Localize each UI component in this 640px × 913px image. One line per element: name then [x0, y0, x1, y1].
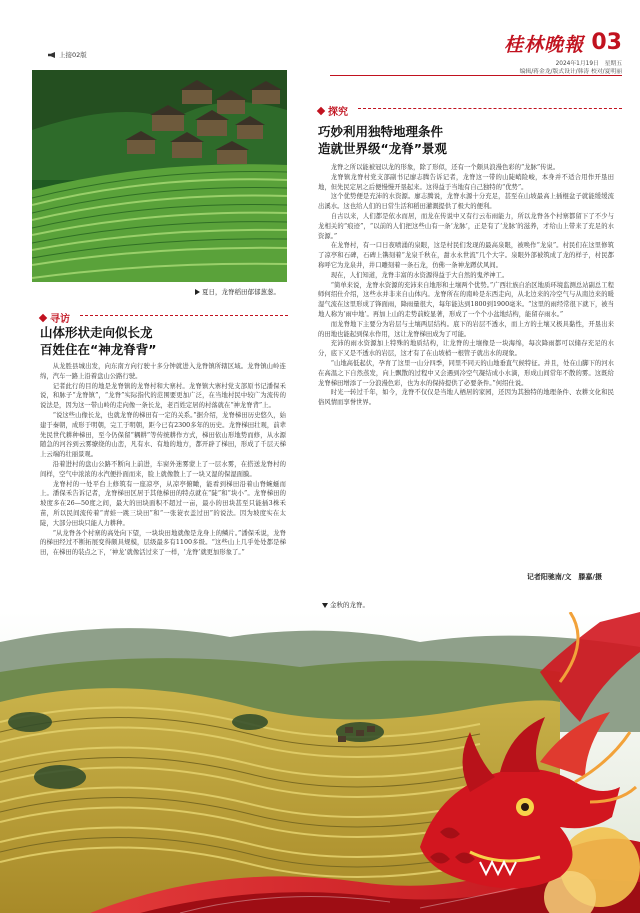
section1-headline-line1: 山体形状走向似长龙: [40, 325, 153, 340]
section1-label: 寻访: [50, 314, 70, 325]
section1-paragraph: “从龙脊各个村寨的高处向下望，一块块田地就像是龙身上的鳞片。”潘保禾说，龙脊的梯田经过不断拓展变得颇具规模，层级最多有1100多级。“这些山上几乎处处都是梯田，在梯田的装点之下，‘神龙’就像活过来了一样，‘龙脊’就更加形象了。”: [40, 529, 286, 557]
section2-label: 探究: [328, 107, 348, 118]
section2-headline: [318, 123, 447, 157]
issue-date: 2024年1月19日 星期五: [555, 61, 622, 67]
section2-paragraph: 而龙脊地下主要分为岩层与土壤两层结构。底下的岩层不透水，而上方的土壤又极具黏性，开垦出来的田地也能起到保水作用，这让龙脊梯田成为了可能。: [318, 320, 614, 338]
section-diamond-icon: [317, 106, 325, 114]
section2-paragraph: 这个优势便是充沛的水资源。廖志腾说，龙脊水源十分充足，甚至在山坡最高上插棍盆子就能缓缓流出溪水。这也给人们的日常生活和稻田灌溉提供了极大的便利。: [318, 193, 614, 211]
village-terrace-photo: [32, 70, 287, 282]
section2-headline-line2: 造就世界级“龙脊”景观: [318, 141, 447, 156]
photo-caption-autumn: [322, 600, 369, 609]
previous-page-reference: [48, 50, 87, 59]
section1-paragraph: 沿着进村的盘山公路不断向上前进，车窗外迷雾蒙上了一层水雾，在搭送龙脊村的间样，空气中浓浓的水汽便扑面而来，脸上就像散上了一块又湿的保湿面膜。: [40, 460, 286, 478]
header-rule: [330, 75, 622, 76]
section2-paragraph: 充沛的雨水资源加上特殊的地质结构，让龙脊的土壤像是一块海绵，每次降雨都可以储存充足的水分，底下又是不透水的岩层，这才有了在山坡梢一根管子就出水的现象。: [318, 340, 614, 358]
autumn-terrace-photo: [0, 612, 640, 913]
section1-rule: [80, 315, 288, 317]
section1-headline: [40, 324, 156, 358]
photo2-caption-text: 金秋的龙脊。: [330, 601, 369, 609]
section2-paragraph: 时光一转过千年，如今，龙脊不仅仅是当地人栖居的家园，还因为其独特的地理条件、农耕文化和民俗风情而享誉世界。: [318, 389, 614, 407]
speaker-icon: [48, 52, 55, 58]
section2-paragraph: 现在，人们知道，龙脊丰富的水资源得益于大自然的鬼斧神工。: [330, 271, 509, 279]
section1-paragraph: 龙脊村的一处平台上修筑有一座凉亭，从凉亭俯瞰，能看到梯田沿着山脊蜿蜒而上。潘保禾告诉记者，龙脊梯田区居于其他梯田的特点就在“陡”和“块小”。龙脊梯田的坡度多在26—50度之间，最大的田块面积不超过一亩，最小的田块甚至只能插3株禾苗，所以民间流传着“青蛙一跳三块田”和“一张蓑衣盖过田”的说法。因为坡度实在太陡，大部分田块只能人力耕种。: [40, 480, 286, 527]
section1-paragraph: 记者此行的目的地是龙脊镇的龙脊村和大寨村。龙脊镇大寨村党支部原书记潘保禾说，和脉子“龙脊镇”，“龙脊”实际指代的范围要更加广泛，在当地村民中较广为流传的说法是，因为这一带山岭的走向像一条长龙，老百姓定居的村落就在“神龙脊背”上。: [40, 382, 286, 410]
section2-paragraph: “简单来说，龙脊水资源的充沛来自地形和土壤两个优势。”广西壮族自治区地质环境监测总站副总工程师何绍仕介绍，这些水并非来自山体内。龙脊所在的南岭是东西走向，从北边来的冷空气与从南边来的暖湿气流在这里形成了锋面雨，降雨量很大，每年能达到1800到1900毫米。“这里的雨经常很下就下，被当地人称为‘雨中地’。再加上山的走势前蛟显著，形成了一个个小盆地结构，能留存雨水。”: [318, 281, 614, 318]
section2-paragraph: 自古以来，人们都是依水而居，而龙在传说中又有行云布雨能力，所以龙脊各个村寨都留下了不少与龙相关的“痕迹”，“以前的人们把这些山有一条‘龙脉’，正是有了‘龙脉’的滋养，才给山上带来了充足的水资源。”: [318, 212, 614, 240]
section2-paragraph: 在龙脊村，有一口日夜喷涌的泉眼，这是村民们发现的最高泉眼，被唤作“龙泉”。村民们在这里修筑了凉亭和石碑，石碑上镌刻着“龙泉千秋在，甜水永世流”几个大字。泉眼外部被筑成了龙的样子，村民都称呼它为龙泉井，井口雕刻着一条石龙，仿佛一条神龙蹲伏风间。: [318, 242, 614, 269]
caption-marker-icon: [195, 289, 200, 295]
caption-marker-icon: [322, 603, 328, 608]
page-number: 03: [591, 30, 622, 55]
section-diamond-icon: [39, 313, 47, 321]
section-label-tanjiu: [318, 100, 348, 119]
village-terrace-illustration: [32, 70, 287, 282]
editor-credits: 编辑/蒋金龙/版式设计/韩涛 校对/夏明丽: [519, 69, 622, 75]
photo1-caption-text: 夏日，龙脊稻田郁郁葱葱。: [202, 288, 280, 296]
section1-headline-line2: 百姓住在“神龙脊背”: [40, 342, 157, 357]
section2-rule: [358, 108, 622, 110]
section2-paragraph: 龙脊之所以能被冠以龙的形象，除了形似，还有一个颇具浪漫色彩的“龙脉”传说。: [330, 164, 560, 171]
section1-body: [40, 362, 286, 558]
section2-headline-line1: 巧妙利用独特地理条件: [318, 124, 444, 139]
photo-caption-summer: [195, 287, 280, 296]
previous-page-label: 上接02版: [59, 51, 87, 59]
section2-paragraph: “山地高低起伏，孕育了这里一山分四季，同里不同天的山地垂直气候特征。并且，处在山脚下的河水在高温之下自然蒸发，向上飘散的过程中又会遇到冷空气凝结成小水滴，形成山间常年不散的雾。这既给龙脊梯田增添了一分浪漫色彩，也为水的保持提供了必要条件。”何绍仕说。: [318, 359, 614, 387]
section2-paragraph: 龙脊镇龙脊村党支部副书记廖志腾告诉记者，龙脊这一带的山陡峭险峻，本身并不适合用作开垦田地，但先民定居之后便慢慢开垦起来。这得益于当地有自己独特的“优势”。: [318, 173, 614, 191]
section1-paragraph: 从龙胜县城出发，向东南方向行驶十多分钟就进入龙脊镇所辖区域。龙脊镇山岭连绵，汽车一路上沿着盘山公路行驶。: [40, 363, 286, 380]
section2-body: [318, 163, 614, 408]
article-byline: 记者阳驰南/文 滕嘉/摄: [526, 573, 602, 581]
section1-paragraph: “说这些山像长龙，也就龙脊的梯田有一定的关系。”据介绍，龙脊梯田历史悠久，始建于秦朝，成形于明朝，完工于明朝，距今已有2300多年的历史。龙脊梯田壮观，前辈先民世代耕种梯田，至今仍保留“耦耕”等传统耕作方式，梯田依山形地势而修，从水源随急的河谷到云雾缭绕的山峦，凡有水、有地的地方，都开辟了梯田，形成了千层天梯上云端的壮丽景观。: [40, 411, 286, 459]
autumn-terrace-illustration: [0, 612, 640, 913]
newspaper-masthead: 桂林晚報: [503, 34, 584, 56]
